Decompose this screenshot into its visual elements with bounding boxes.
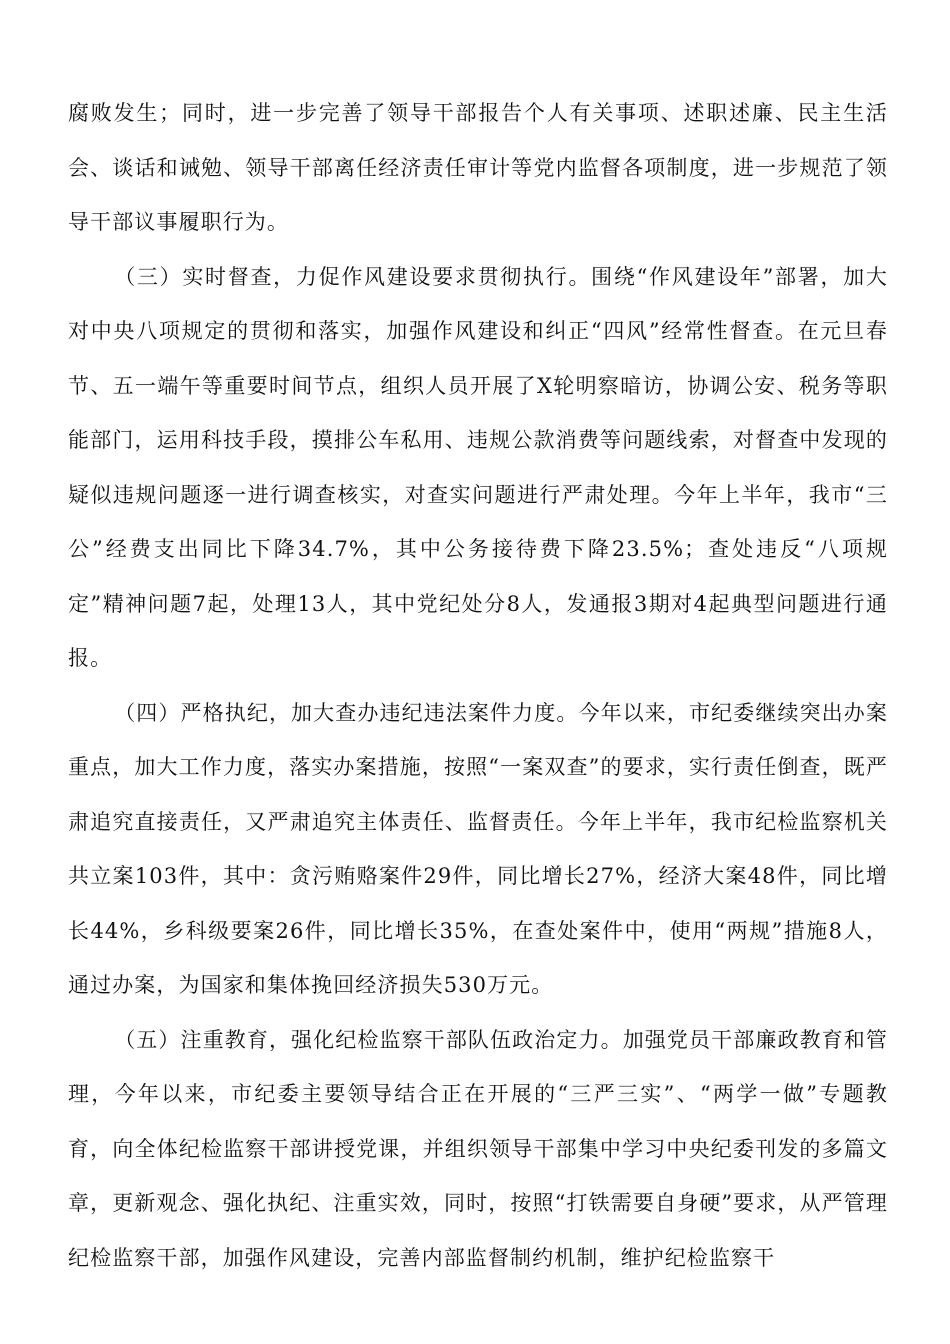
paragraph-continuation: 腐败发生；同时，进一步完善了领导干部报告个人有关事项、述职述廉、民主生活会、谈话和诫勉、领导干部离任经济责任审计等党内监督各项制度，进一步规范了领导干部议事履职行为。 <box>68 101 888 234</box>
document-body <box>68 86 888 1285</box>
paragraph-section-5: （五）注重教育，强化纪检监察干部队伍政治定力。加强党员干部廉政教育和管理，今年以来，市纪委主要领导结合正在开展的“三严三实”、“两学一做”专题教育，向全体纪检监察干部讲授党课，并组织领导干部集中学习中央纪委刊发的多篇文章，更新观念、强化执纪、注重实效，同时，按照“打铁需要自身硬”要求，从严管理纪检监察干部，加强作风建设，完善内部监督制约机制，维护纪检监察干 <box>68 1027 888 1270</box>
paragraph-section-3: （三）实时督查，力促作风建设要求贯彻执行。围绕“作风建设年”部署，加大对中央八项规定的贯彻和落实，加强作风建设和纠正“四风”经常性督查。在元旦春节、五一端午等重要时间节点，组织人员开展了X轮明察暗访，协调公安、税务等职能部门，运用科技手段，摸排公车私用、违规公款消费等问题线索，对督查中发现的疑似违规问题逐一进行调查核实，对查实问题进行严肃处理。今年上半年，我市“三公”经费支出同比下降34.7%，其中公务接待费下降23.5%；查处违反“八项规定”精神问题7起，处理13人，其中党纪处分8人，发通报3期对4起典型问题进行通报。 <box>68 264 888 670</box>
paragraph-section-4: （四）严格执纪，加大查办违纪违法案件力度。今年以来，市纪委继续突出办案重点，加大工作力度，落实办案措施，按照“一案双查”的要求，实行责任倒查，既严肃追究直接责任，又严肃追究主体责任、监督责任。今年上半年，我市纪检监察机关共立案103件，其中：贪污贿赂案件29件，同比增长27%，经济大案48件，同比增长44%，乡科级要案26件，同比增长35%，在查处案件中，使用“两规”措施8人，通过办案，为国家和集体挽回经济损失530万元。 <box>68 700 888 997</box>
